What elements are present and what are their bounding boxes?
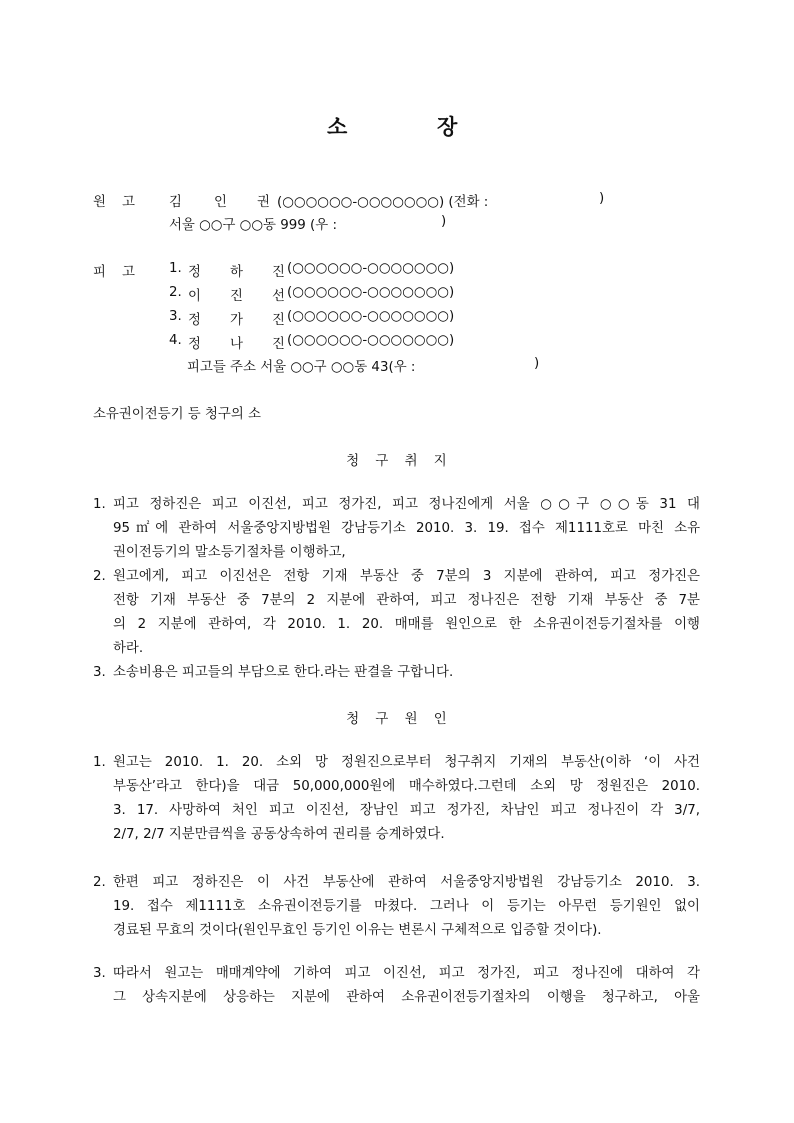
plaintiff-name-char-3: 권 xyxy=(257,195,270,210)
paragraph-line: 의 2 지분에 관하여, 각 2010. 1. 20. 매매를 원인으로 한 소유권이전등기절차를 이행 xyxy=(113,617,700,632)
defendant-number: 1. xyxy=(169,261,182,276)
plaintiff-id-phone: (○○○○○○-○○○○○○○) (전화 : xyxy=(277,195,489,210)
defendant-name-char-3: 진 xyxy=(272,337,285,352)
claim-purpose-item xyxy=(93,661,700,685)
plaintiff-address-close: ) xyxy=(441,214,447,229)
paragraph-line xyxy=(93,751,700,775)
claim-purpose-item xyxy=(93,493,700,565)
defendant-name-char-2: 나 xyxy=(230,337,243,352)
claim-purpose-list xyxy=(93,493,700,685)
document-title-char-2: 장 xyxy=(437,115,458,139)
defendant-id-number: (○○○○○○-○○○○○○○) xyxy=(287,261,455,276)
defendant-number: 4. xyxy=(169,333,182,348)
defendant-name-char-2: 하 xyxy=(230,265,243,280)
plaintiff-label-char-2: 고 xyxy=(122,195,135,210)
defendants-label-char-1: 피 xyxy=(93,265,106,280)
paragraph-line xyxy=(93,565,700,589)
item-number: 2. xyxy=(93,875,106,890)
defendant-number: 2. xyxy=(169,285,182,300)
paragraph-line: 경료된 무효의 것이다(원인무효인 등기인 이유는 변론시 구체적으로 입증할 것이다). xyxy=(113,923,602,938)
paragraph-line: 2/7, 2/7 지분만큼씩을 공동상속하여 권리를 승계하였다. xyxy=(113,827,445,842)
defendant-name-char-1: 이 xyxy=(188,289,201,304)
paragraph-line: 권이전등기의 말소등기절차를 이행하고, xyxy=(113,545,346,560)
paragraph-line xyxy=(93,493,700,517)
claim-purpose-heading: 청 구 취 지 xyxy=(346,454,448,469)
defendants-label-char-2: 고 xyxy=(122,265,135,280)
defendant-name-char-1: 정 xyxy=(188,265,201,280)
plaintiff-address: 서울 ○○구 ○○동 999 (우 : xyxy=(169,218,337,233)
line-text: 피고 정하진은 피고 이진선, 피고 정가진, 피고 정나진에게 서울 ○○구 ○○동 31 대 xyxy=(113,497,700,512)
paragraph-line: 전항 기재 부동산 중 7분의 2 지분에 관하여, 피고 정나진은 전항 기재 부동산 중 7분 xyxy=(113,593,700,608)
defendant-id-number: (○○○○○○-○○○○○○○) xyxy=(287,333,455,348)
item-number: 2. xyxy=(93,569,106,584)
paragraph-line: 하라. xyxy=(113,641,144,656)
paragraph-line xyxy=(93,871,700,895)
line-text: 한편 피고 정하진은 이 사건 부동산에 관하여 서울중앙지방법원 강남등기소 2010. 3. xyxy=(113,875,700,890)
defendant-name-char-1: 정 xyxy=(188,337,201,352)
case-name: 소유권이전등기 등 청구의 소 xyxy=(93,407,261,422)
item-number: 1. xyxy=(93,755,106,770)
plaintiff-label-char-1: 원 xyxy=(93,195,106,210)
claim-cause-item xyxy=(93,751,700,847)
document-title-char-1: 소 xyxy=(327,115,348,139)
claim-cause-item xyxy=(93,962,700,1010)
defendant-name-char-3: 선 xyxy=(272,289,285,304)
defendant-name-char-3: 진 xyxy=(272,313,285,328)
defendant-id-number: (○○○○○○-○○○○○○○) xyxy=(287,285,455,300)
plaintiff-name-char-1: 김 xyxy=(169,195,182,210)
paragraph-line xyxy=(93,661,700,685)
line-text: 원고에게, 피고 이진선은 전항 기재 부동산 중 7분의 3 지분에 관하여, 피고 정가진은 xyxy=(113,569,700,584)
defendant-name-char-2: 진 xyxy=(230,289,243,304)
claim-cause-item xyxy=(93,871,700,943)
claim-purpose-item xyxy=(93,565,700,661)
paragraph-line: 부동산’라고 한다)을 대금 50,000,000원에 매수하였다.그런데 소외 망 정원진은 2010. xyxy=(113,779,700,794)
defendant-id-number: (○○○○○○-○○○○○○○) xyxy=(287,309,455,324)
plaintiff-name-char-2: 인 xyxy=(214,195,227,210)
claim-cause-heading: 청 구 원 인 xyxy=(346,712,448,727)
item-number: 1. xyxy=(93,497,106,512)
paragraph-line: 19. 접수 제1111호 소유권이전등기를 마쳤다. 그러나 이 등기는 아무런 등기원인 없이 xyxy=(113,899,700,914)
paragraph-line: 그 상속지분에 상응하는 지분에 관하여 소유권이전등기절차의 이행을 청구하고, 아울 xyxy=(113,990,700,1005)
line-text: 원고는 2010. 1. 20. 소외 망 정원진으로부터 청구취지 기재의 부동산(이하 ‘이 사건 xyxy=(113,755,700,770)
defendant-name-char-2: 가 xyxy=(230,313,243,328)
paragraph-line: 3. 17. 사망하여 처인 피고 이진선, 장남인 피고 정가진, 차남인 피고 정나진이 각 3/7, xyxy=(113,803,700,818)
line-text: 소송비용은 피고들의 부담으로 한다.라는 판결을 구합니다. xyxy=(113,665,454,680)
item-number: 3. xyxy=(93,665,106,680)
item-number: 3. xyxy=(93,966,106,981)
defendants-address-close: ) xyxy=(534,356,540,371)
defendant-number: 3. xyxy=(169,309,182,324)
line-text: 따라서 원고는 매매계약에 기하여 피고 이진선, 피고 정가진, 피고 정나진에 대하여 각 xyxy=(113,966,700,981)
plaintiff-phone-close: ) xyxy=(599,191,605,206)
defendants-address: 피고들 주소 서울 ○○구 ○○동 43(우 : xyxy=(187,360,416,375)
defendant-name-char-1: 정 xyxy=(188,313,201,328)
defendant-name-char-3: 진 xyxy=(272,265,285,280)
paragraph-line: 95㎡에 관하여 서울중앙지방법원 강남등기소 2010. 3. 19. 접수 제1111호로 마친 소유 xyxy=(113,521,700,536)
paragraph-line xyxy=(93,962,700,986)
